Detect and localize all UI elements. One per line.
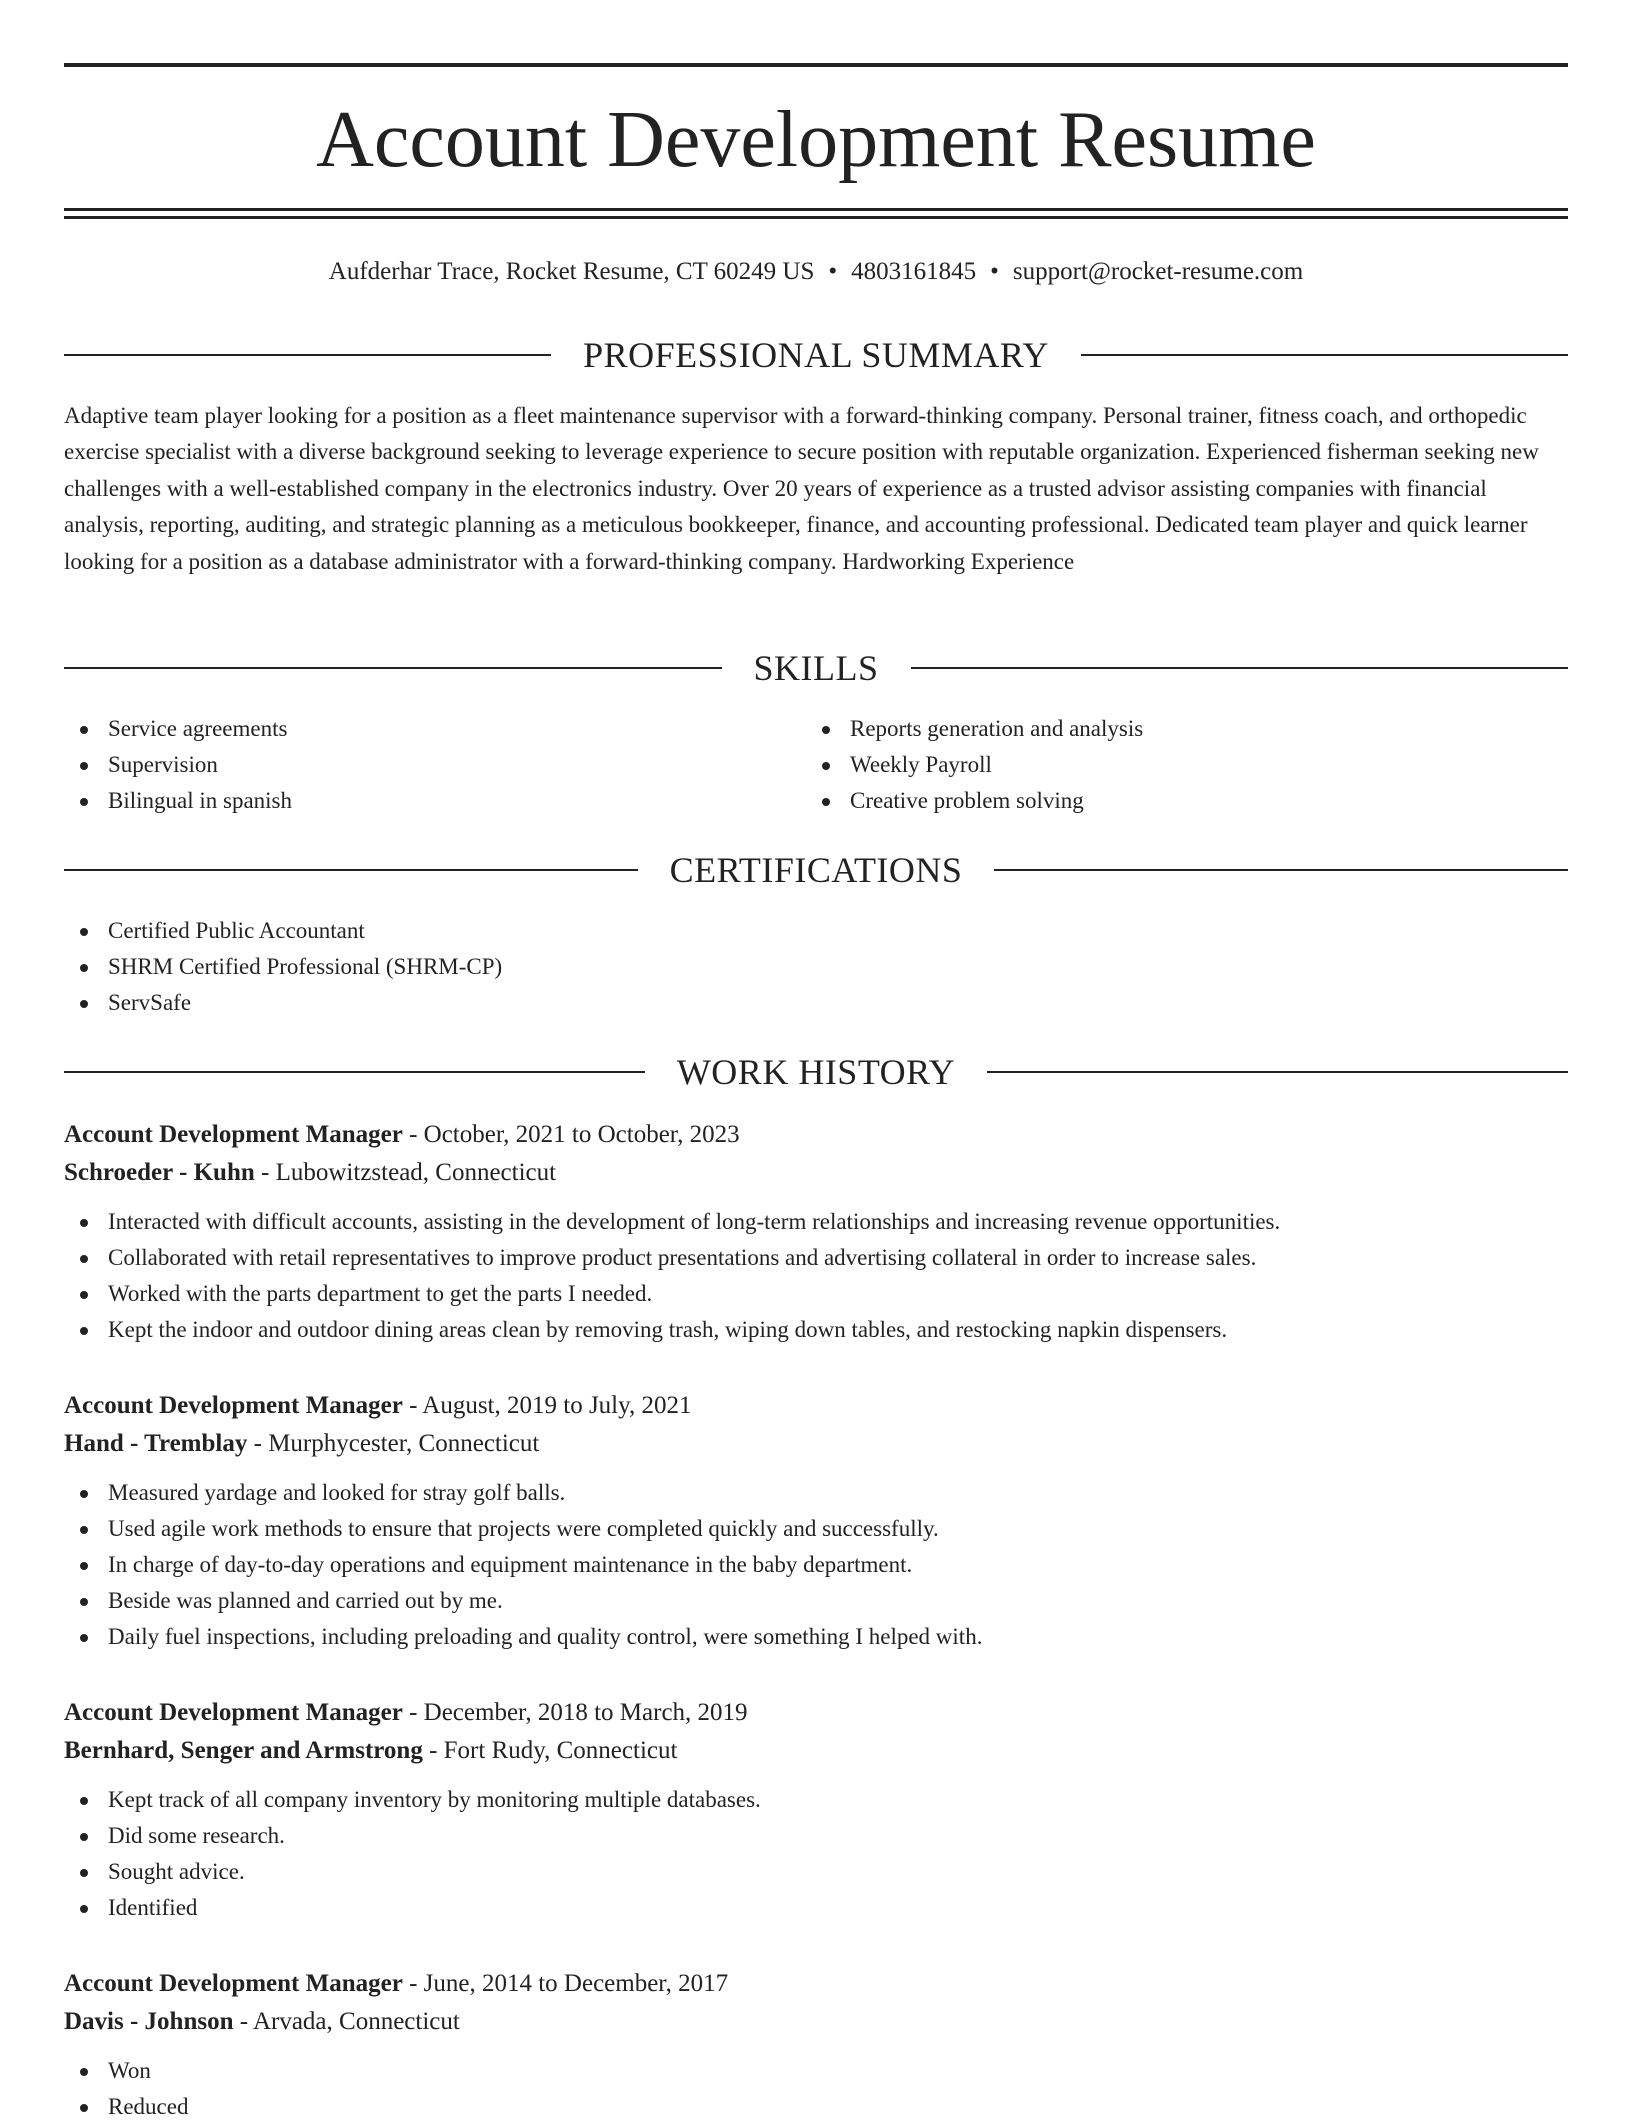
contact-separator: •	[828, 258, 838, 285]
certification-item: SHRM Certified Professional (SHRM-CP)	[64, 949, 1568, 985]
job-entry	[64, 1965, 1568, 2125]
skill-item: Service agreements	[64, 711, 806, 747]
contact-separator: •	[990, 258, 999, 285]
heading-rule-right	[987, 1071, 1568, 1073]
job-company-line	[64, 1732, 1568, 1770]
job-bullet: Used agile work methods to ensure that projects were completed quickly and successfully.	[64, 1511, 1568, 1547]
job-role: Account Development Manager	[64, 1970, 403, 1997]
job-location: - Fort Rudy, Connecticut	[422, 1737, 678, 1764]
job-bullets	[64, 1782, 1568, 1926]
job-bullet: Kept the indoor and outdoor dining areas clean by removing trash, wiping down tables, and restocking napkin dispensers.	[64, 1312, 1568, 1348]
job-bullets	[64, 2053, 1568, 2125]
skills-column-right	[806, 711, 1568, 819]
job-bullet: Won	[64, 2053, 1568, 2089]
skill-item: Creative problem solving	[806, 783, 1568, 819]
job-company-line	[64, 1425, 1568, 1463]
certification-item: ServSafe	[64, 985, 1568, 1021]
job-dates: - October, 2021 to October, 2023	[402, 1121, 740, 1148]
certifications-heading	[64, 848, 1568, 892]
job-bullet: Beside was planned and carried out by me.	[64, 1583, 1568, 1619]
certification-item: Certified Public Accountant	[64, 913, 1568, 949]
skill-item: Bilingual in spanish	[64, 783, 806, 819]
job-dates: - August, 2019 to July, 2021	[402, 1392, 692, 1419]
job-bullet: Kept track of all company inventory by monitoring multiple databases.	[64, 1782, 1568, 1818]
job-bullet: Collaborated with retail representatives to improve product presentations and advertising collateral in order to increase sales.	[64, 1240, 1568, 1276]
summary-heading	[64, 333, 1568, 377]
job-company-line	[64, 1154, 1568, 1192]
job-location: - Murphycester, Connecticut	[247, 1430, 540, 1457]
job-entry	[64, 1694, 1568, 1926]
job-bullet: In charge of day-to-day operations and equipment maintenance in the baby department.	[64, 1547, 1568, 1583]
job-role: Account Development Manager	[64, 1392, 403, 1419]
job-dates: - June, 2014 to December, 2017	[402, 1970, 729, 1997]
resume-title: Account Development Resume	[316, 96, 1316, 184]
contact-phone: 4803161845	[851, 258, 977, 285]
heading-rule-left	[64, 869, 638, 871]
job-company: Schroeder - Kuhn	[64, 1159, 255, 1186]
job-company: Davis - Johnson	[64, 2008, 234, 2035]
work-history-heading	[64, 1050, 1568, 1094]
job-location: - Arvada, Connecticut	[233, 2008, 460, 2035]
job-bullets	[64, 1204, 1568, 1348]
job-entry	[64, 1116, 1568, 1348]
job-title-line	[64, 1694, 1568, 1732]
contact-email: support@rocket-resume.com	[1012, 258, 1304, 285]
job-company: Bernhard, Senger and Armstrong	[64, 1737, 423, 1764]
job-bullet: Sought advice.	[64, 1854, 1568, 1890]
title-rule-lower	[64, 216, 1568, 219]
contact-address: Aufderhar Trace, Rocket Resume, CT 60249 US	[328, 258, 815, 285]
job-location: - Lubowitzstead, Connecticut	[254, 1159, 557, 1186]
job-title-line	[64, 1965, 1568, 2003]
job-bullet: Worked with the parts department to get the parts I needed.	[64, 1276, 1568, 1312]
job-bullet: Interacted with difficult accounts, assisting in the development of long-term relationships and increasing revenue opportunities.	[64, 1204, 1568, 1240]
job-bullet: Did some research.	[64, 1818, 1568, 1854]
heading-rule-right	[994, 869, 1568, 871]
job-role: Account Development Manager	[64, 1121, 403, 1148]
summary-text: Adaptive team player looking for a position as a fleet maintenance supervisor with a forward-thinking company. Personal trainer, fitness coach, and orthopedic exercise specialist with a diverse background seeking to leverage experience to secure position with reputable organization. Experienced fisherman seeking new challenges with a well-established company in the electronics industry. Over 20 years of experience as a trusted advisor assisting companies with financial analysis, reporting, auditing, and strategic planning as a meticulous bookkeeper, finance, and accounting professional. Dedicated team player and quick learner looking for a position as a database administrator with a forward-thinking company. Hardworking Experience	[64, 403, 1539, 574]
job-company: Hand - Tremblay	[64, 1430, 248, 1457]
job-title-line	[64, 1387, 1568, 1425]
heading-rule-right	[1081, 354, 1568, 356]
skill-item: Reports generation and analysis	[806, 711, 1568, 747]
certifications-list	[64, 913, 1568, 1021]
heading-rule-left	[64, 354, 551, 356]
skills-column-left	[64, 711, 806, 819]
skill-item: Supervision	[64, 747, 806, 783]
job-dates: - December, 2018 to March, 2019	[402, 1699, 748, 1726]
certifications-heading-label: CERTIFICATIONS	[669, 850, 963, 890]
job-bullet: Identified	[64, 1890, 1568, 1926]
job-title-line	[64, 1116, 1568, 1154]
job-entry	[64, 1387, 1568, 1655]
heading-rule-left	[64, 667, 722, 669]
job-role: Account Development Manager	[64, 1699, 403, 1726]
heading-rule-left	[64, 1071, 645, 1073]
job-company-line	[64, 2003, 1568, 2041]
skills-heading-label: SKILLS	[753, 648, 879, 688]
summary-heading-label: PROFESSIONAL SUMMARY	[583, 335, 1049, 375]
contact-line	[64, 254, 1568, 290]
skill-item: Weekly Payroll	[806, 747, 1568, 783]
job-bullet: Reduced	[64, 2089, 1568, 2125]
work-history-heading-label: WORK HISTORY	[676, 1052, 956, 1092]
title-rule-upper	[64, 208, 1568, 211]
heading-rule-right	[911, 667, 1569, 669]
job-bullets	[64, 1475, 1568, 1655]
skills-heading	[64, 646, 1568, 690]
job-bullet: Measured yardage and looked for stray golf balls.	[64, 1475, 1568, 1511]
job-bullet: Daily fuel inspections, including preloading and quality control, were something I helped with.	[64, 1619, 1568, 1655]
top-rule	[64, 63, 1568, 67]
